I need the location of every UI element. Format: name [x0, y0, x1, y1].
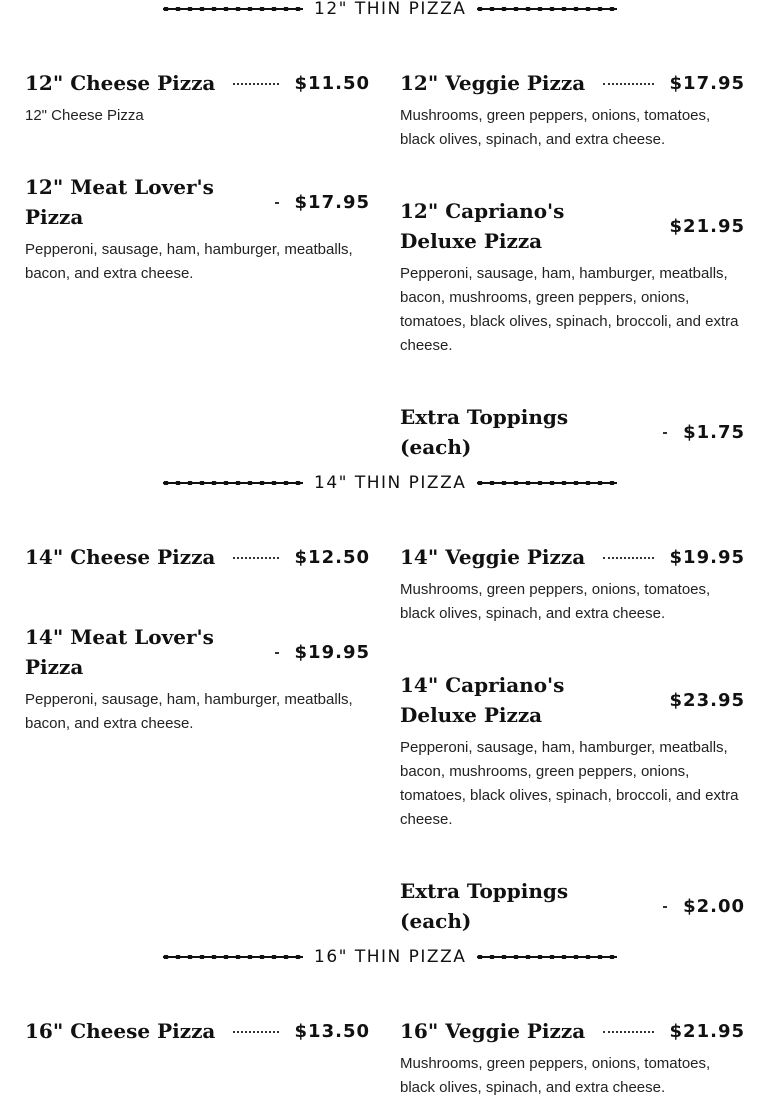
item-price: $19.95	[294, 641, 370, 663]
dot-leader	[663, 432, 667, 434]
menu-item	[400, 876, 745, 936]
section-header-12	[160, 0, 610, 21]
item-name: 12" Capriano's Deluxe Pizza	[400, 199, 565, 253]
item-name: 14" Meat Lover's Pizza	[25, 625, 214, 679]
section-title: 16" THIN PIZZA	[314, 947, 467, 967]
item-name: 16" Cheese Pizza	[25, 1019, 216, 1043]
ornament-left	[160, 481, 306, 485]
item-price: $21.95	[669, 215, 745, 237]
dot-leader	[233, 83, 278, 85]
item-name: 14" Cheese Pizza	[25, 545, 216, 569]
dot-leader	[603, 83, 653, 85]
item-price: $19.95	[669, 546, 745, 568]
item-price: $11.50	[294, 72, 370, 94]
dot-leader	[233, 1031, 278, 1033]
item-description: Pepperoni, sausage, ham, hamburger, meatballs, bacon, and extra cheese.	[25, 691, 353, 732]
item-price: $2.00	[683, 895, 745, 917]
menu-item	[25, 172, 370, 286]
item-name: Extra Toppings (each)	[400, 879, 569, 933]
menu-item	[400, 542, 745, 626]
item-description: 12" Cheese Pizza	[25, 107, 144, 124]
section-header-14	[160, 471, 610, 495]
section-title: 14" THIN PIZZA	[314, 473, 467, 493]
menu-item	[25, 1016, 370, 1046]
menu-item	[400, 68, 745, 152]
item-name: 14" Veggie Pizza	[400, 545, 586, 569]
menu-item	[25, 622, 370, 736]
dot-leader	[275, 202, 279, 204]
menu-item	[400, 196, 745, 358]
menu-item	[400, 402, 745, 462]
item-description: Pepperoni, sausage, ham, hamburger, meatballs, bacon, mushrooms, green peppers, onions, tomatoes, black olives, spinach, broccoli, and extra cheese.	[400, 739, 739, 828]
item-description: Mushrooms, green peppers, onions, tomatoes, black olives, spinach, and extra cheese.	[400, 107, 711, 148]
item-price: $1.75	[683, 421, 745, 443]
menu-item	[25, 542, 370, 572]
dot-leader	[663, 906, 667, 908]
dot-leader	[603, 557, 653, 559]
item-name: 12" Meat Lover's Pizza	[25, 175, 214, 229]
item-name: 12" Cheese Pizza	[25, 71, 216, 95]
item-name: 14" Capriano's Deluxe Pizza	[400, 673, 565, 727]
item-description: Mushrooms, green peppers, onions, tomatoes, black olives, spinach, and extra cheese.	[400, 1055, 711, 1096]
item-price: $13.50	[294, 1020, 370, 1042]
dot-leader	[603, 1031, 653, 1033]
item-name: Extra Toppings (each)	[400, 405, 569, 459]
item-description: Pepperoni, sausage, ham, hamburger, meatballs, bacon, and extra cheese.	[25, 241, 353, 282]
menu-item	[400, 670, 745, 832]
dot-leader	[233, 557, 278, 559]
section-header-16	[160, 945, 610, 969]
item-price: $12.50	[294, 546, 370, 568]
item-price: $21.95	[669, 1020, 745, 1042]
ornament-right	[474, 955, 620, 959]
section-title: 12" THIN PIZZA	[314, 0, 467, 19]
ornament-left	[160, 955, 306, 959]
item-description: Mushrooms, green peppers, onions, tomatoes, black olives, spinach, and extra cheese.	[400, 581, 711, 622]
menu-item	[25, 68, 370, 128]
ornament-right	[474, 481, 620, 485]
ornament-left	[160, 7, 306, 11]
item-description: Pepperoni, sausage, ham, hamburger, meatballs, bacon, mushrooms, green peppers, onions, tomatoes, black olives, spinach, broccoli, and extra cheese.	[400, 265, 739, 354]
item-price: $17.95	[669, 72, 745, 94]
ornament-right	[474, 7, 620, 11]
menu-item	[400, 1016, 745, 1100]
item-name: 16" Veggie Pizza	[400, 1019, 586, 1043]
dot-leader	[275, 652, 279, 654]
item-price: $23.95	[669, 689, 745, 711]
item-price: $17.95	[294, 191, 370, 213]
item-name: 12" Veggie Pizza	[400, 71, 586, 95]
